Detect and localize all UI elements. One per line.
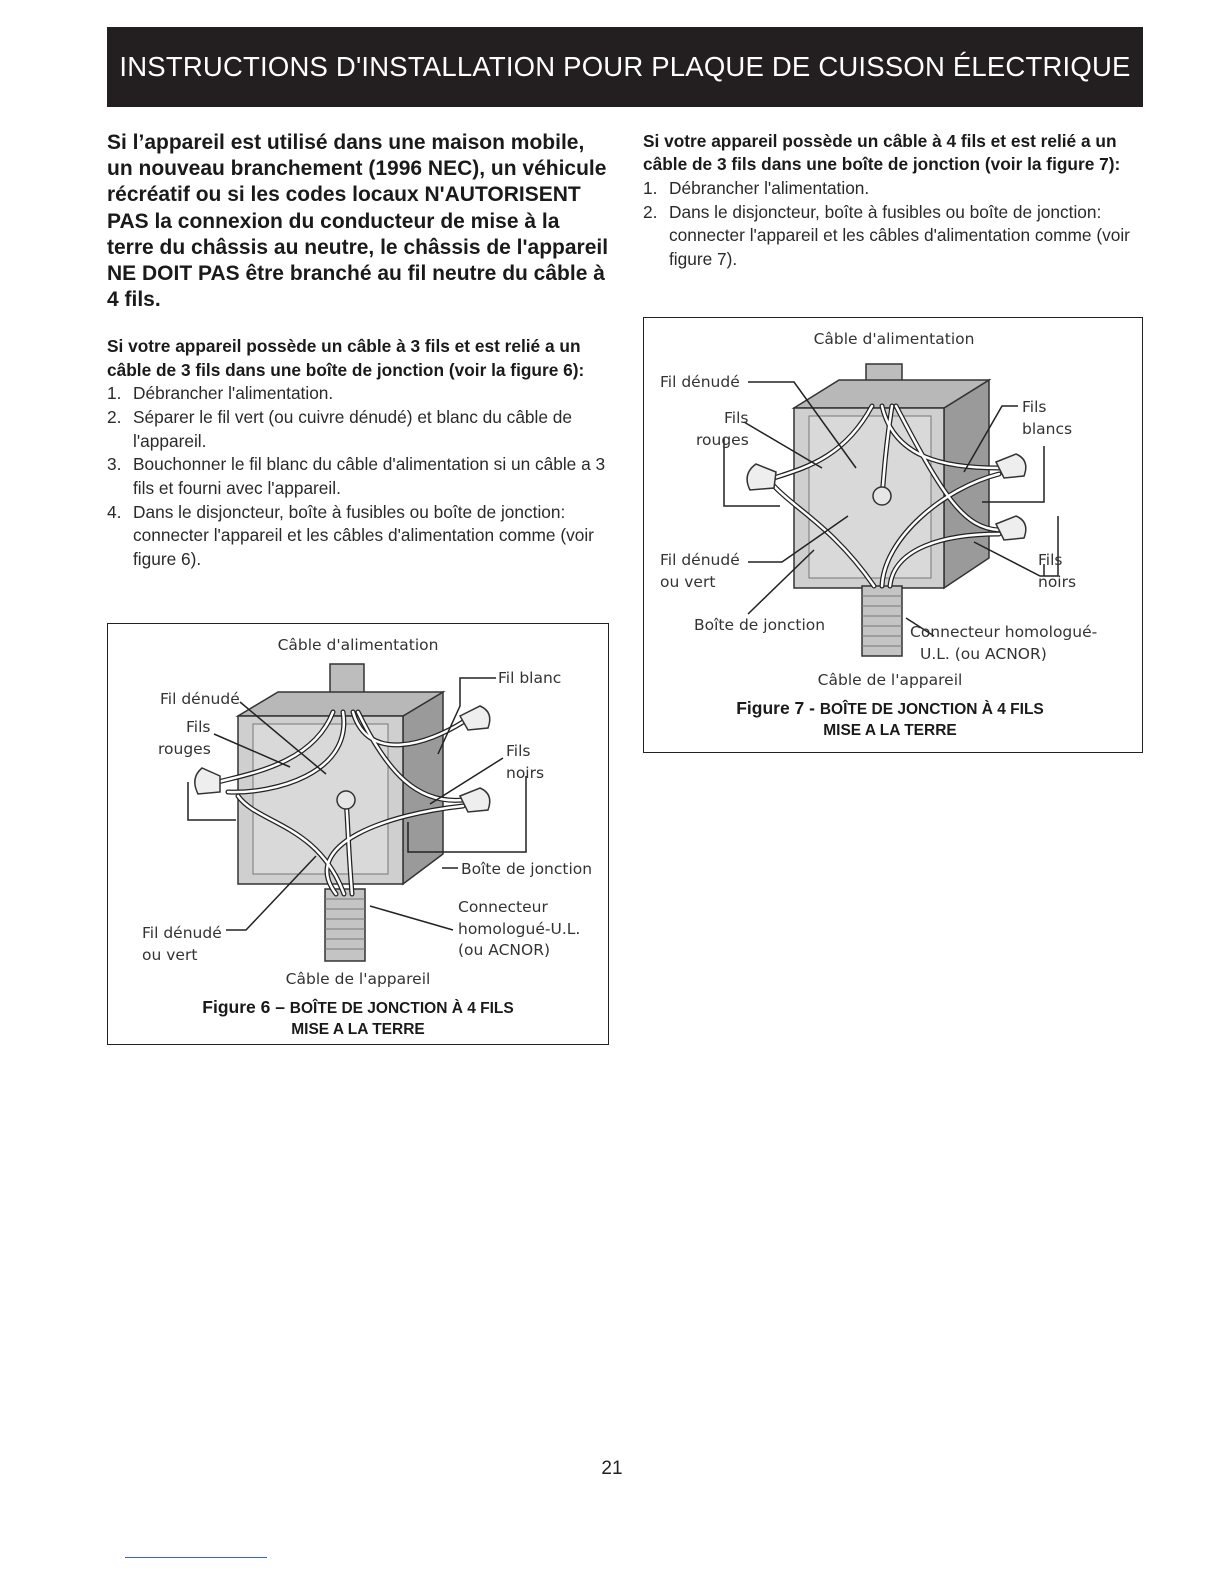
connector-label: U.L. (ou ACNOR) [920, 645, 1047, 663]
black-wires-label: noirs [506, 764, 545, 782]
page-header-title: INSTRUCTIONS D'INSTALLATION POUR PLAQUE DE CUISSON ÉLECTRIQUE [119, 51, 1131, 82]
figure-6-diagram [108, 624, 608, 1044]
connector-label: homologué-U.L. [458, 920, 581, 938]
list-item: 1. Débrancher l'alimentation. [643, 177, 870, 198]
black-wires-label: noirs [1038, 573, 1077, 591]
list-item: 2. Dans le disjoncteur, boîte à fusibles ou boîte de jonction: connecter l'appareil et les câbles d'alimentation comme (voir figure 7). [643, 201, 1130, 269]
page-number: 21 [601, 1458, 623, 1479]
figure-6 [107, 623, 609, 1045]
bare-wire-label: Fil dénudé [660, 373, 740, 391]
red-wires-label: Fils [724, 409, 749, 427]
black-wires-label: Fils [506, 742, 531, 760]
black-wires-label: Fils [1038, 551, 1063, 569]
wire-nut [460, 788, 490, 812]
three-wire-steps [107, 382, 609, 572]
red-wires-label: rouges [696, 431, 749, 449]
wire-nut [747, 464, 776, 490]
bare-wire-label: Fil dénudé [160, 690, 240, 708]
figure-7-caption: Figure 7 - BOÎTE DE JONCTION À 4 FILS [736, 698, 1044, 718]
figure-6-caption-line2: MISE A LA TERRE [291, 1021, 425, 1038]
bare-or-green-label: Fil dénudé [660, 551, 740, 569]
connector-label: (ou ACNOR) [458, 941, 551, 959]
four-wire-steps [643, 177, 1143, 272]
connector-label: Connecteur [458, 898, 548, 916]
left-column [107, 130, 609, 572]
list-item: 3. Bouchonner le fil blanc du câble d'alimentation si un câble a 3 fils et fourni avec l'appareil. [107, 454, 606, 499]
junction-box-label: Boîte de jonction [461, 860, 593, 878]
ground-screw [337, 791, 355, 809]
four-wire-heading: Si votre appareil possède un câble à 4 fils et est relié a un câble de 3 fils dans une boîte de jonction (voir la figure 7): [643, 131, 1121, 175]
connector-label: Connecteur homologué- [910, 623, 1098, 641]
page-header [107, 27, 1143, 107]
mobile-home-warning: Si l’appareil est utilisé dans une maison mobile, un nouveau branchement (1996 NEC), un véhicule récréatif ou si les codes locaux N'AUTORISENT PAS la connexion du conducteur de mise à la terre du châssis au neutre, le châssis de l'appareil NE DOIT PAS être branché au fil neutre du câble à 4 fils. [107, 131, 609, 312]
white-wires-label: Fils [1022, 398, 1047, 416]
bare-or-green-label: Fil dénudé [142, 924, 222, 942]
power-cable-label: Câble d'alimentation [813, 330, 975, 348]
figure-7-diagram [644, 318, 1142, 752]
figure-6-caption: Figure 6 – BOÎTE DE JONCTION À 4 FILS [202, 997, 514, 1017]
ground-screw [873, 487, 891, 505]
junction-box-label: Boîte de jonction [694, 616, 826, 634]
figure-7-caption-line2: MISE A LA TERRE [823, 722, 957, 739]
wire-nut [996, 516, 1026, 540]
bare-or-green-label: ou vert [660, 573, 716, 591]
appliance-cable-illustration [325, 889, 365, 961]
three-wire-heading: Si votre appareil possède un câble à 3 fils et est relié a un câble de 3 fils dans une boîte de jonction (voir la figure 6): [107, 336, 585, 380]
wire-nut [195, 768, 220, 794]
figure-7 [643, 317, 1143, 753]
wire-nut [460, 706, 490, 730]
white-wire-label: Fil blanc [498, 669, 562, 687]
red-wires-label: rouges [158, 740, 211, 758]
list-item: 4. Dans le disjoncteur, boîte à fusibles ou boîte de jonction: connecter l'appareil et les câbles d'alimentation comme (voir figure 6). [107, 501, 594, 570]
appliance-cable-label: Câble de l'appareil [285, 970, 431, 988]
bare-or-green-label: ou vert [142, 946, 198, 964]
appliance-cable-label: Câble de l'appareil [817, 671, 963, 689]
footer-divider [125, 1557, 267, 1558]
list-item: 2. Séparer le fil vert (ou cuivre dénudé) et blanc du câble de l'appareil. [107, 406, 573, 451]
power-cable-label: Câble d'alimentation [277, 636, 439, 654]
list-item: 1. Débrancher l'alimentation. [107, 383, 334, 404]
junction-box-side [403, 692, 443, 884]
white-wires-label: blancs [1022, 420, 1073, 438]
right-column [643, 130, 1143, 272]
red-wires-label: Fils [186, 718, 211, 736]
